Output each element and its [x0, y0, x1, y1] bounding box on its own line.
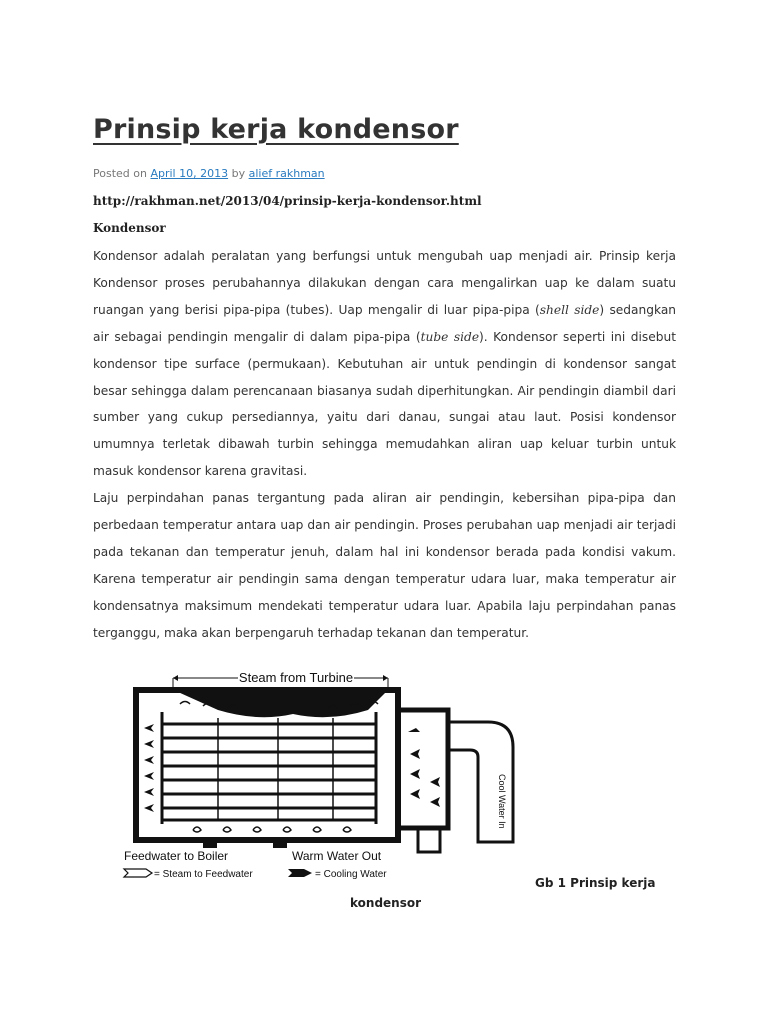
- author-link[interactable]: alief rakhman: [248, 167, 325, 180]
- label-feedwater-to-boiler: Feedwater to Boiler: [124, 849, 229, 863]
- paragraph-2: Laju perpindahan panas tergantung pada aliran air pendingin, kebersihan pipa-pipa dan perbedaan temperatur antara uap dan air pendingin. Proses perubahan uap menjadi air terjadi pada tekanan dan temperatur jenuh, dalam hal ini kondensor berada pada kondisi vakum. Karena temperatur air pendingin sama dengan temperatur udara luar, maka temperatur air kondensatnya maksimum mendekati temperatur udara luar. Apabila laju perpindahan panas terganggu, maka akan berpengaruh terhadap tekanan dan temperatur.: [93, 491, 676, 640]
- source-url: http://rakhman.net/2013/04/prinsip-kerja-kondensor.html: [93, 194, 482, 208]
- page-title: Prinsip kerja kondensor: [93, 114, 459, 145]
- condenser-diagram: [118, 662, 526, 884]
- label-steam-from-turbine: Steam from Turbine: [238, 670, 354, 685]
- figure-caption-line1: Gb 1 Prinsip kerja: [535, 876, 656, 890]
- italic-shell-side: shell side: [539, 302, 600, 317]
- label-cool-water-in: Cool Water In: [497, 774, 507, 829]
- italic-tube-side: tube side: [420, 329, 480, 344]
- paragraph-1: Kondensor adalah peralatan yang berfungsi untuk mengubah uap menjadi air. Prinsip kerja Kondensor proses perubahannya dilakukan dengan cara mengalirkan uap ke dalam suatu ruangan yang berisi pipa-pipa (tubes). Uap mengalir di luar pipa-pipa (shell side) sedangkan air sebagai pendingin mengalir di dalam pipa-pipa (tube side). Kondensor seperti ini disebut kondensor tipe surface (permukaan). Kebutuhan air untuk pendingin di kondensor sangat besar sehingga dalam perencanaan biasanya sudah diperhitungkan. Air pendingin diambil dari sumber yang cukup persediannya, yaitu dari danau, sungai atau laut. Posisi kondensor umumnya terletak dibawah turbin sehingga memudahkan aliran uap keluar turbin untuk masuk kondensor karena gravitasi.: [93, 249, 677, 479]
- label-warm-water-out: Warm Water Out: [292, 849, 382, 863]
- section-heading: Kondensor: [93, 221, 166, 235]
- legend-cooling-text: = Cooling Water: [315, 869, 387, 880]
- figure-caption-line2: kondensor: [350, 896, 422, 910]
- by-label: by: [231, 167, 246, 180]
- legend-steam-text: = Steam to Feedwater: [154, 869, 253, 880]
- post-meta: [93, 167, 325, 180]
- posted-on-label: Posted on: [93, 167, 147, 180]
- post-date-link[interactable]: April 10, 2013: [150, 167, 229, 180]
- article-body: [93, 243, 676, 647]
